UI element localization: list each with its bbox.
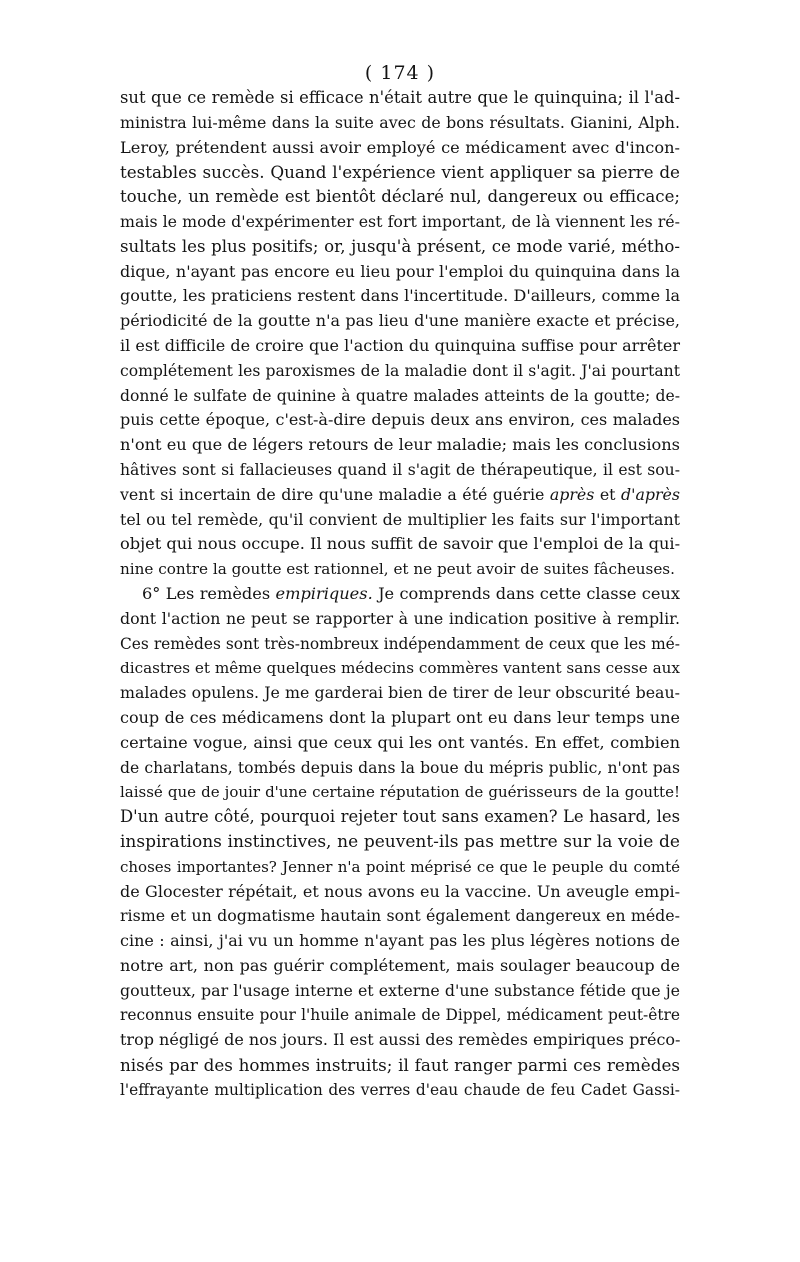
text-line: malades opulens. Je me garderai bien de tirer de leur obscurité beau- (120, 683, 680, 703)
text-line: complétement les paroxismes de la maladie dont il s'agit. J'ai pourtant (120, 361, 680, 380)
text-line: dont l'action ne peut se rapporter à une indication positive à remplir. (120, 608, 680, 628)
text-line: nine contre la goutte est rationnel, et ne peut avoir de suites fâcheuses. (120, 560, 675, 579)
text-line: de charlatans, tombés depuis dans la boue du mépris public, n'ont pas (120, 758, 680, 777)
line-segment: et (594, 484, 621, 504)
text-line: Ces remèdes sont très-nombreux indépendamment de ceux que les mé- (120, 634, 680, 653)
emphasis-word: d'après (621, 484, 680, 504)
text-line: coup de ces médicamens dont la plupart ont eu dans leur temps une (120, 707, 680, 727)
text-line: hâtives sont si fallacieuses quand il s'agit de thérapeutique, il est sou- (120, 460, 680, 479)
text-line: inspirations instinctives, ne peuvent-ils pas mettre sur la voie de (120, 831, 680, 852)
text-line: sut que ce remède si efficace n'était autre que le quinquina; il l'ad- (120, 88, 680, 107)
text-line: trop négligé de nos jours. Il est aussi des remèdes empiriques préco- (120, 1030, 681, 1050)
text-line: goutteux, par l'usage interne et externe d'une substance fétide que je (120, 980, 680, 1000)
text-line: certaine vogue, ainsi que ceux qui les ont vantés. En effet, combien (120, 732, 680, 752)
paragraph-start-line (120, 582, 680, 607)
line-segment: 6° Les remèdes (142, 583, 276, 603)
line-segment: Je comprends dans cette classe ceux (372, 583, 680, 603)
text-line: Leroy, prétendent aussi avoir employé ce médicament avec d'incon- (120, 137, 680, 157)
text-line: de Glocester répétait, et nous avons eu la vaccine. Un aveugle empi- (120, 881, 680, 901)
text-line: risme et un dogmatisme hautain sont également dangereux en méde- (120, 906, 680, 926)
emphasis-word: après (549, 484, 595, 504)
text-line: reconnus ensuite pour l'huile animale de Dippel, médicament peut-être (120, 1006, 680, 1025)
text-line: donné le sulfate de quinine à quatre malades atteints de la goutte; de- (120, 386, 680, 405)
text-line: l'effrayante multiplication des verres d'eau chaude de feu Cadet Gassi- (120, 1080, 680, 1099)
text-line-with-emphasis (120, 483, 680, 508)
text-line: objet qui nous occupe. Il nous suffit de savoir que l'emploi de la qui- (120, 534, 681, 554)
text-line: D'un autre côté, pourquoi rejeter tout sans examen? Le hasard, les (120, 807, 680, 827)
text-line: nisés par des hommes instruits; il faut ranger parmi ces remèdes (120, 1055, 680, 1076)
line-segment: vent si incertain de dire qu'une maladie a été guérie (120, 484, 550, 504)
text-line: goutte, les praticiens restent dans l'incertitude. D'ailleurs, comme la (120, 286, 680, 306)
emphasis-word: empiriques. (275, 583, 373, 603)
text-line: puis cette époque, c'est-à-dire depuis deux ans environ, ces malades (120, 410, 680, 430)
text-line: dicastres et même quelques médecins commères vantent sans cesse aux (120, 659, 680, 678)
text-line: cine : ainsi, j'ai vu un homme n'ayant pas les plus légères notions de (120, 931, 680, 951)
text-line: notre art, non pas guérir complétement, mais soulager beaucoup de (120, 955, 680, 975)
page-number: ( 174 ) (364, 62, 436, 84)
text-line: périodicité de la goutte n'a pas lieu d'une manière exacte et précise, (120, 311, 680, 331)
body-text (120, 86, 680, 1103)
text-line: mais le mode d'expérimenter est fort important, de là viennent les ré- (120, 211, 680, 231)
text-line: sultats les plus positifs; or, jusqu'à présent, ce mode varié, métho- (120, 236, 680, 256)
text-line: n'ont eu que de légers retours de leur maladie; mais les conclusions (120, 435, 680, 455)
text-line: choses importantes? Jenner n'a point méprisé ce que le peuple du comté (120, 857, 680, 876)
text-line: il est difficile de croire que l'action du quinquina suffise pour arrêter (120, 335, 680, 355)
text-line: testables succès. Quand l'expérience vient appliquer sa pierre de (120, 162, 680, 183)
text-line: tel ou tel remède, qu'il convient de multiplier les faits sur l'important (120, 509, 680, 529)
text-line: ministra lui-même dans la suite avec de bons résultats. Gianini, Alph. (120, 112, 680, 132)
text-line: touche, un remède est bientôt déclaré nul, dangereux ou efficace; (120, 187, 680, 207)
text-line: dique, n'ayant pas encore eu lieu pour l'emploi du quinquina dans la (120, 261, 680, 281)
text-line: laissé que de jouir d'une certaine réputation de guérisseurs de la goutte! (120, 783, 680, 802)
